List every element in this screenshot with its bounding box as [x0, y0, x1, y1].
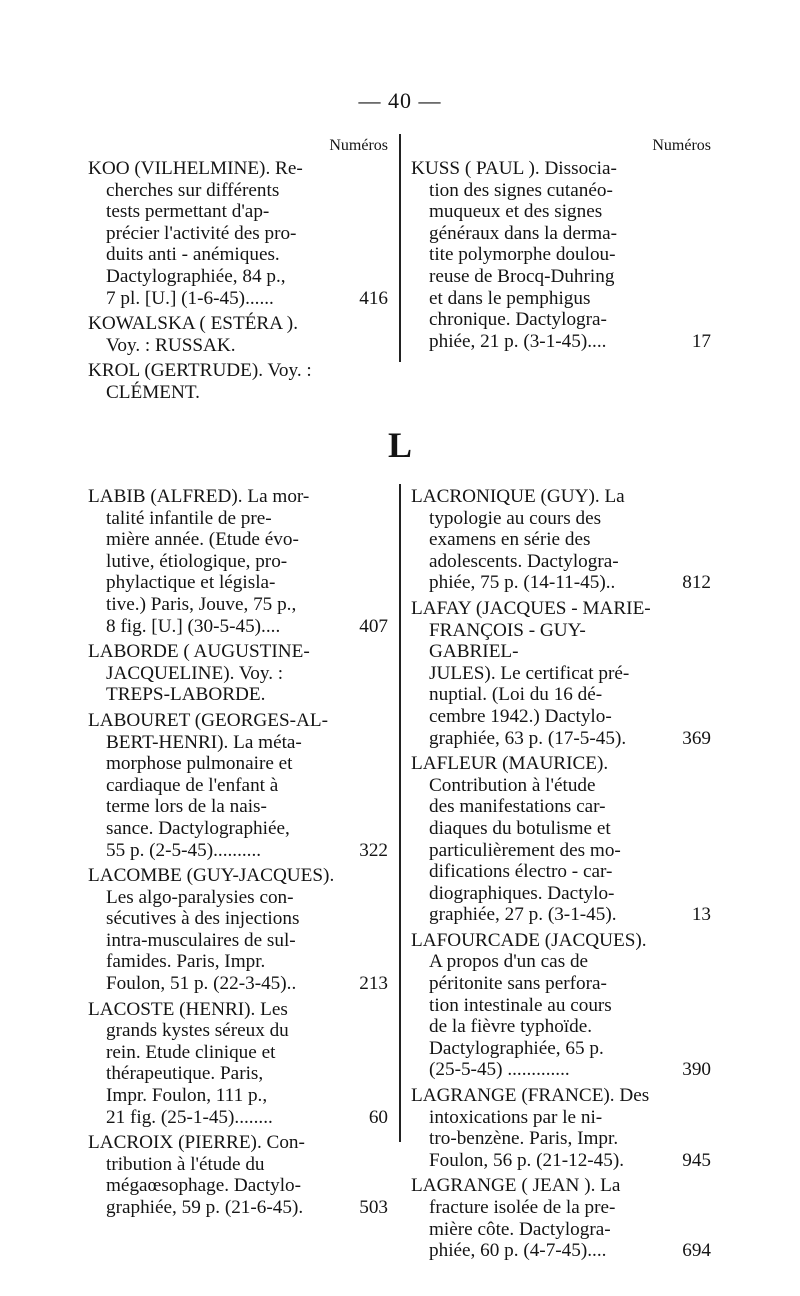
page-number: — 40 — — [358, 88, 442, 113]
entry-number: 694 — [682, 1240, 711, 1262]
entry-line: Foulon, 51 p. (22-3-45).. — [106, 973, 297, 995]
entry-number: 945 — [682, 1149, 711, 1171]
top-right-column — [411, 136, 711, 356]
index-entry — [411, 1085, 711, 1171]
entry-line: grands kystes séreux du — [106, 1020, 289, 1042]
entry-line: Dactylographiée, 84 p., — [106, 265, 286, 287]
entry-line: LAGRANGE (FRANCE). Des — [411, 1085, 650, 1107]
top-right-entries — [411, 158, 711, 352]
entry-line: BERT-HENRI). La méta- — [106, 731, 302, 753]
entry-number: 407 — [359, 615, 388, 637]
index-entry — [88, 313, 388, 356]
index-entry — [88, 158, 388, 309]
entry-line: famides. Paris, Impr. — [106, 951, 266, 973]
entry-line: terme lors de la nais- — [106, 796, 267, 818]
entry-line: LAGRANGE ( JEAN ). La — [411, 1175, 621, 1197]
index-entry — [411, 753, 711, 926]
entry-text — [411, 486, 661, 594]
entry-number: 390 — [682, 1059, 711, 1081]
top-left-entries — [88, 158, 388, 404]
entry-line: graphiée, 59 p. (21-6-45). — [106, 1197, 304, 1218]
entry-line: Voy. : RUSSAK. — [106, 334, 236, 356]
entry-text — [411, 930, 661, 1081]
entry-line: tite polymorphe doulou- — [429, 244, 616, 266]
entry-line: phiée, 75 p. (14-11-45).. — [429, 572, 616, 594]
index-entry — [411, 158, 711, 352]
entry-text — [88, 313, 338, 356]
entry-line: diographiques. Dactylo- — [429, 882, 615, 904]
index-entry — [88, 486, 388, 637]
entry-line: tive.) Paris, Jouve, 75 p., — [106, 593, 297, 615]
entry-text — [411, 1175, 661, 1261]
entry-line: KROL (GERTRUDE). Voy. : — [88, 360, 312, 382]
entry-line: LAFAY (JACQUES - MARIE- — [411, 597, 651, 619]
entry-line: muqueux et des signes — [429, 201, 603, 223]
entry-text — [88, 158, 338, 309]
entry-line: A propos d'un cas de — [429, 951, 589, 973]
entry-text — [411, 158, 661, 352]
bottom-right-column — [411, 486, 711, 1266]
entry-line: sécutives à des injections — [106, 908, 300, 930]
entry-line: Dactylographiée, 65 p. — [429, 1037, 604, 1059]
entry-line: Foulon, 56 p. (21-12-45). — [429, 1149, 625, 1171]
entry-line: difications électro - car- — [429, 861, 613, 883]
bottom-right-entries — [411, 486, 711, 1262]
entry-text — [88, 1132, 338, 1218]
entry-text — [88, 486, 338, 637]
index-entry — [88, 710, 388, 861]
entry-number: 322 — [359, 839, 388, 861]
entry-line: LABIB (ALFRED). La mor- — [88, 486, 310, 507]
column-divider-top — [399, 134, 401, 362]
entry-line: examens en série des — [429, 529, 591, 551]
entry-line: nuptial. (Loi du 16 dé- — [429, 684, 603, 706]
entry-line: TREPS-LABORDE. — [106, 684, 266, 706]
section-letter: L — [387, 425, 412, 465]
entry-line: 7 pl. [U.] (1-6-45)...... — [106, 287, 274, 309]
entry-line: thérapeutique. Paris, — [106, 1063, 264, 1085]
index-entry — [88, 999, 388, 1129]
entry-line: KOO (VILHELMINE). Re- — [88, 158, 303, 179]
entry-line: adolescents. Dactylogra- — [429, 550, 619, 572]
entry-line: phiée, 21 p. (3-1-45).... — [429, 330, 607, 352]
entry-text — [88, 360, 338, 403]
entry-text — [411, 753, 661, 926]
entry-line: chronique. Dactylogra- — [429, 309, 607, 331]
entry-line: LABOURET (GEORGES-AL- — [88, 709, 329, 731]
index-entry — [88, 1132, 388, 1218]
entry-line: 55 p. (2-5-45).......... — [106, 839, 262, 861]
entry-line: cardiaque de l'enfant à — [106, 774, 279, 796]
column-divider-bottom — [399, 484, 401, 1142]
entry-line: talité infantile de pre- — [106, 507, 272, 529]
entry-number: 503 — [359, 1197, 388, 1218]
entry-line: tion intestinale au cours — [429, 994, 612, 1016]
entry-text — [88, 999, 338, 1129]
entry-line: LAFOURCADE (JACQUES). — [411, 929, 647, 951]
entry-text — [88, 710, 338, 861]
entry-line: péritonite sans perfora- — [429, 973, 607, 995]
entry-line: tro-benzène. Paris, Impr. — [429, 1128, 619, 1150]
entry-text — [88, 865, 338, 995]
top-left-column — [88, 136, 388, 408]
entry-text — [88, 641, 338, 706]
entry-number: 13 — [691, 904, 711, 926]
entry-line: mégaœsophage. Dactylo- — [106, 1175, 302, 1197]
entry-line: typologie au cours des — [429, 507, 602, 529]
index-entry — [411, 1175, 711, 1261]
entry-line: mière côte. Dactylogra- — [429, 1218, 611, 1240]
entry-line: LAFLEUR (MAURICE). — [411, 753, 609, 775]
entry-line: intra-musculaires de sul- — [106, 929, 296, 951]
entry-line: (25-5-45) ............. — [429, 1059, 570, 1081]
entry-line: particulièrement des mo- — [429, 839, 621, 861]
entry-line: fracture isolée de la pre- — [429, 1197, 616, 1218]
entry-line: LABORDE ( AUGUSTINE- — [88, 641, 310, 663]
entry-line: tests permettant d'ap- — [106, 201, 270, 223]
entry-line: diaques du botulisme et — [429, 817, 611, 839]
entry-line: graphiée, 27 p. (3-1-45). — [429, 904, 617, 926]
entry-line: morphose pulmonaire et — [106, 753, 293, 775]
entry-line: et dans le pemphigus — [429, 287, 591, 309]
entry-number: 17 — [691, 330, 711, 352]
entry-line: KOWALSKA ( ESTÉRA ). — [88, 313, 298, 335]
entry-number: 213 — [359, 973, 388, 995]
entry-number: 369 — [682, 727, 711, 749]
entry-number: 60 — [368, 1106, 388, 1128]
entry-line: JULES). Le certificat pré- — [429, 662, 630, 684]
entry-line: sance. Dactylographiée, — [106, 817, 290, 839]
entry-line: rein. Etude clinique et — [106, 1041, 276, 1063]
entry-line: 8 fig. [U.] (30-5-45).... — [106, 615, 281, 637]
entry-line: intoxications par le ni- — [429, 1106, 603, 1128]
entry-line: tion des signes cutanéo- — [429, 179, 613, 201]
entry-line: LACOSTE (HENRI). Les — [88, 998, 288, 1020]
entry-line: KUSS ( PAUL ). Dissocia- — [411, 158, 617, 179]
bottom-left-entries — [88, 486, 388, 1219]
entry-line: des manifestations car- — [429, 796, 606, 818]
entry-line: de la fièvre typhoïde. — [429, 1016, 593, 1038]
entry-line: tribution à l'étude du — [106, 1153, 265, 1175]
entry-line: Impr. Foulon, 111 p., — [106, 1085, 268, 1107]
entry-line: mière année. (Etude évo- — [106, 529, 299, 551]
entry-line: LACOMBE (GUY-JACQUES). — [88, 865, 335, 887]
entry-line: FRANÇOIS - GUY-GABRIEL- — [429, 619, 586, 663]
entry-line: CLÉMENT. — [106, 381, 200, 403]
entry-line: LACROIX (PIERRE). Con- — [88, 1132, 305, 1154]
numeros-header-left: Numéros — [329, 137, 388, 154]
index-entry — [411, 598, 711, 749]
entry-line: généraux dans la derma- — [429, 222, 618, 244]
entry-line: 21 fig. (25-1-45)........ — [106, 1106, 273, 1128]
entry-line: Contribution à l'étude — [429, 774, 596, 796]
bottom-left-column — [88, 486, 388, 1223]
index-entry — [88, 360, 388, 403]
entry-line: Les algo-paralysies con- — [106, 886, 294, 908]
entry-line: reuse de Brocq-Duhring — [429, 265, 615, 287]
index-entry — [88, 641, 388, 706]
entry-line: lutive, étiologique, pro- — [106, 550, 288, 572]
entry-line: précier l'activité des pro- — [106, 222, 297, 244]
index-entry — [411, 486, 711, 594]
entry-text — [411, 598, 661, 749]
entry-line: duits anti - anémiques. — [106, 244, 280, 266]
entry-line: phiée, 60 p. (4-7-45).... — [429, 1240, 607, 1262]
entry-line: graphiée, 63 p. (17-5-45). — [429, 727, 627, 749]
numeros-header-right: Numéros — [652, 137, 711, 154]
entry-text — [411, 1085, 661, 1171]
index-entry — [88, 865, 388, 995]
entry-line: cherches sur différents — [106, 179, 280, 201]
entry-line: cembre 1942.) Dactylo- — [429, 705, 612, 727]
entry-line: LACRONIQUE (GUY). La — [411, 486, 625, 507]
entry-number: 416 — [359, 287, 388, 309]
index-entry — [411, 930, 711, 1081]
entry-line: phylactique et législa- — [106, 572, 276, 594]
entry-line: JACQUELINE). Voy. : — [106, 662, 284, 684]
entry-number: 812 — [682, 572, 711, 594]
